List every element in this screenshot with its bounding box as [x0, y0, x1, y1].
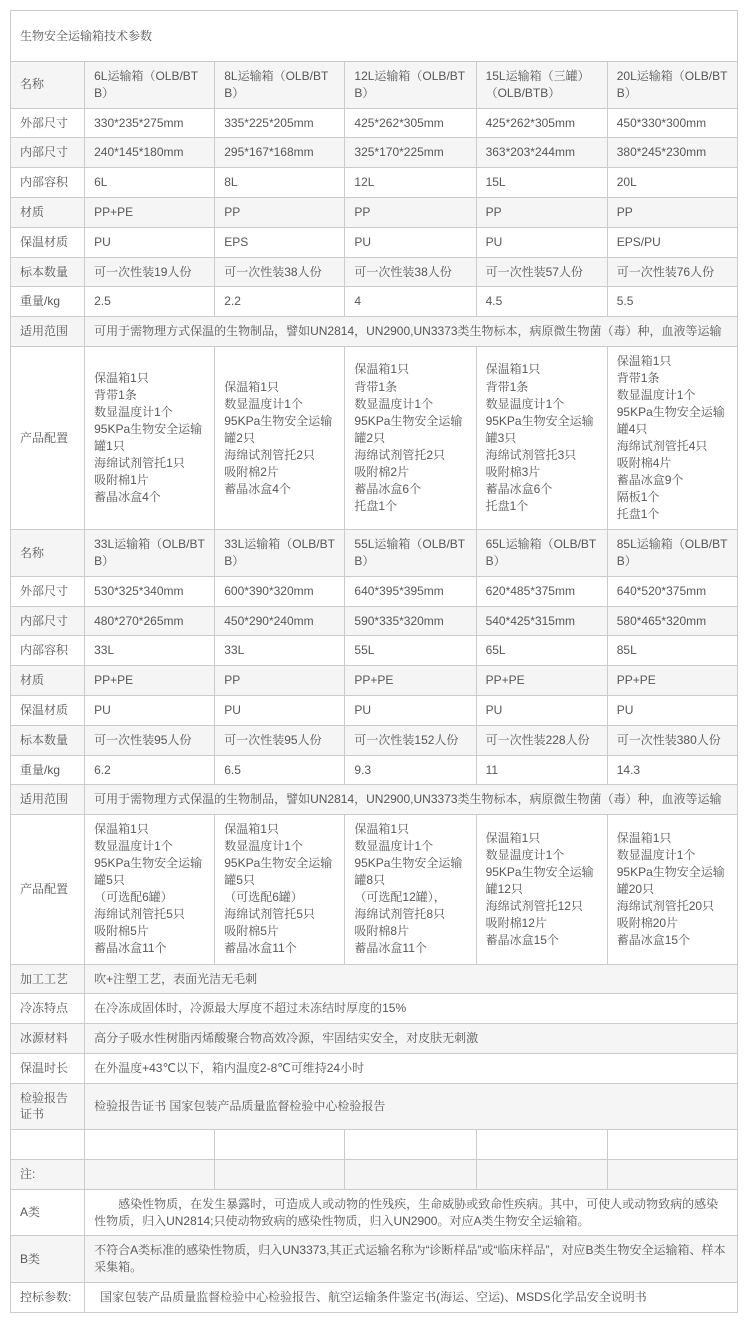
value-cell: 15L运输箱（三罐）（OLB/BTB） [476, 62, 607, 109]
value-cell [476, 1130, 607, 1160]
config-line: 保温箱1只 [354, 822, 410, 837]
table-row [11, 530, 738, 577]
row-label: B类 [11, 1236, 85, 1283]
value-cell [345, 1160, 476, 1190]
value-cell [215, 346, 345, 529]
table-row [11, 725, 738, 755]
row-value: 高分子吸水性树脂丙烯酸聚合物高效冷源，牢固结实安全，对皮肤无刺激 [85, 1024, 738, 1054]
table-row [11, 138, 738, 168]
value-cell: PP [215, 666, 345, 696]
value-cell: 580*465*320mm [607, 606, 737, 636]
config-line: 海绵试剂管托1只 [94, 456, 185, 471]
row-label: 内部容积 [11, 636, 85, 666]
row-label: 保温材质 [11, 227, 85, 257]
value-cell [85, 815, 215, 964]
row-label: 名称 [11, 530, 85, 577]
value-cell: 33L [215, 636, 345, 666]
table-row [11, 1083, 738, 1130]
value-cell: 8L运输箱（OLB/BTB） [215, 62, 345, 109]
value-cell: 20L运输箱（OLB/BTB） [607, 62, 737, 109]
config-line: 背带1条 [485, 379, 529, 394]
config-line: 保温箱1只 [94, 822, 149, 837]
value-cell: 450*330*300mm [607, 108, 737, 138]
value-cell: 14.3 [607, 755, 737, 785]
value-cell [215, 1160, 345, 1190]
value-cell: 可一次性装152人份 [345, 725, 476, 755]
value-cell: 335*225*205mm [215, 108, 345, 138]
value-cell: 4 [345, 287, 476, 317]
config-line: 吸附棉20片 [616, 915, 679, 930]
value-cell: PP [476, 197, 607, 227]
value-cell: 可一次性装19人份 [85, 257, 215, 287]
config-line: 海绵试剂管托12只 [485, 898, 583, 913]
value-cell: 590*335*320mm [345, 606, 476, 636]
value-cell: 可一次性装380人份 [607, 725, 737, 755]
value-cell: 6.5 [215, 755, 345, 785]
value-cell: 65L运输箱（OLB/BTB） [476, 530, 607, 577]
table-row [11, 1283, 738, 1313]
value-cell: 363*203*244mm [476, 138, 607, 168]
value-cell [476, 815, 607, 964]
config-line: 托盘1个 [485, 498, 529, 513]
value-cell: 可一次性装95人份 [85, 725, 215, 755]
table-row [11, 606, 738, 636]
table-row [11, 964, 738, 994]
table-row [11, 994, 738, 1024]
config-line: 保温箱1只 [616, 830, 672, 845]
value-cell: 33L [85, 636, 215, 666]
value-cell [607, 1160, 737, 1190]
value-cell: PP+PE [345, 666, 476, 696]
row-label: 加工工艺 [11, 964, 85, 994]
row-label: 重量/kg [11, 755, 85, 785]
config-line: （可选配12罐）， [354, 890, 446, 905]
value-cell: 12L [345, 168, 476, 198]
row-value: 可用于需物理方式保温的生物制品，譬如UN2814，UN2900,UN3373类生物标本，病原微生物菌（毒）种，血液等运输 [85, 785, 738, 815]
value-cell [476, 346, 607, 529]
value-cell: PU [215, 696, 345, 726]
row-label: 外部尺寸 [11, 576, 85, 606]
table-row [11, 815, 738, 964]
config-line: 蓄晶冰盒4个 [224, 481, 291, 496]
value-cell: PU [85, 696, 215, 726]
row-label: 适用范围 [11, 317, 85, 347]
config-line: 数显温度计1个 [354, 396, 434, 411]
config-line: 95KPa生物安全运输罐3只 [485, 413, 594, 445]
table-row [11, 317, 738, 347]
table-row [11, 785, 738, 815]
value-cell: 2.5 [85, 287, 215, 317]
value-cell: 55L运输箱（OLB/BTB） [345, 530, 476, 577]
config-line: 数显温度计1个 [616, 388, 696, 403]
config-line: 数显温度计1个 [94, 405, 173, 420]
row-label: 适用范围 [11, 785, 85, 815]
config-line: 吸附棉2片 [354, 464, 410, 479]
value-cell: 可一次性装57人份 [476, 257, 607, 287]
config-line: 蓄晶冰盒15个 [485, 932, 559, 947]
config-line: 保温箱1只 [94, 371, 149, 385]
config-line: 吸附棉5片 [224, 924, 279, 939]
value-cell: 6L运输箱（OLB/BTB） [85, 62, 215, 109]
config-line: 背带1条 [616, 371, 660, 385]
value-cell: 65L [476, 636, 607, 666]
value-cell [85, 1130, 215, 1160]
config-line: 海绵试剂管托2只 [354, 447, 446, 462]
row-label: 冷冻特点 [11, 994, 85, 1024]
config-line: 保温箱1只 [354, 362, 410, 377]
row-label: 外部尺寸 [11, 108, 85, 138]
config-line: 95KPa生物安全运输罐4只 [616, 405, 725, 437]
value-cell [215, 815, 345, 964]
row-value: 国家包装产品质量监督检验中心检验报告、航空运输条件鉴定书(海运、空运)、MSDS化学品安全说明书 [85, 1283, 738, 1313]
value-cell: 可一次性装38人份 [345, 257, 476, 287]
value-cell: PU [476, 227, 607, 257]
config-line: 95KPa生物安全运输罐20只 [616, 864, 725, 896]
config-line: 95KPa生物安全运输罐2只 [354, 413, 463, 445]
config-line: 吸附棉2片 [224, 464, 279, 479]
value-cell: 640*395*395mm [345, 576, 476, 606]
value-cell: 15L [476, 168, 607, 198]
config-line: 海绵试剂管托8只 [354, 907, 446, 922]
value-cell: PP [215, 197, 345, 227]
config-line: 95KPa生物安全运输罐2只 [224, 413, 333, 445]
row-value: 检验报告证书 国家包装产品质量监督检验中心检验报告 [85, 1083, 738, 1130]
row-label: 产品配置 [11, 346, 85, 529]
config-line: 数显温度计1个 [616, 847, 696, 862]
value-cell: 480*270*265mm [85, 606, 215, 636]
value-cell: 425*262*305mm [345, 108, 476, 138]
value-cell: PU [607, 696, 737, 726]
value-cell: 4.5 [476, 287, 607, 317]
config-line: 数显温度计1个 [224, 839, 303, 854]
value-cell [607, 1130, 737, 1160]
row-label: 内部尺寸 [11, 606, 85, 636]
value-cell: 2.2 [215, 287, 345, 317]
value-cell: 可一次性装38人份 [215, 257, 345, 287]
table-row [11, 108, 738, 138]
table-row [11, 1236, 738, 1283]
row-value: 感染性物质，在发生暴露时，可造成人或动物的性残疾，生命威胁或致命性疾病。其中，可使人或动物致病的感染性物质，归入UN2814;只使动物致病的感染性物质，归入UN2900。对应A类生物安全运输箱。 [85, 1189, 738, 1236]
config-line: 蓄晶冰盒9个 [616, 473, 684, 488]
row-label: A类 [11, 1189, 85, 1236]
value-cell: 240*145*180mm [85, 138, 215, 168]
row-label [11, 1130, 85, 1160]
value-cell: 可一次性装228人份 [476, 725, 607, 755]
config-line: （可选配6罐） [94, 890, 173, 905]
row-label: 控标参数: [11, 1283, 85, 1313]
value-cell: 330*235*275mm [85, 108, 215, 138]
config-line: 隔板1个 [616, 490, 660, 505]
config-line: （可选配6罐） [224, 890, 303, 905]
config-line: 数显温度计1个 [485, 396, 565, 411]
value-cell [345, 1130, 476, 1160]
table-row [11, 168, 738, 198]
config-line: 蓄晶冰盒6个 [485, 481, 553, 496]
row-value: 可用于需物理方式保温的生物制品，譬如UN2814，UN2900,UN3373类生物标本，病原微生物菌（毒）种，血液等运输 [85, 317, 738, 347]
row-label: 检验报告证书 [11, 1083, 85, 1130]
config-line: 背带1条 [354, 379, 398, 394]
value-cell [607, 346, 737, 529]
page-title: 生物安全运输箱技术参数 [11, 11, 738, 62]
config-line: 海绵试剂管托4只 [616, 439, 708, 454]
value-cell: PU [345, 227, 476, 257]
value-cell: 295*167*168mm [215, 138, 345, 168]
value-cell [345, 346, 476, 529]
config-line: 海绵试剂管托5只 [224, 907, 315, 922]
table-row [11, 346, 738, 529]
table-row [11, 576, 738, 606]
row-label: 保温材质 [11, 696, 85, 726]
config-line: 吸附棉5片 [94, 924, 149, 939]
row-value: 在冷冻成固体时，冷源最大厚度不超过未冻结时厚度的15% [85, 994, 738, 1024]
table-row [11, 696, 738, 726]
value-cell [85, 346, 215, 529]
config-line: 数显温度计1个 [354, 839, 434, 854]
table-row [11, 62, 738, 109]
table-row [11, 287, 738, 317]
table-row [11, 1024, 738, 1054]
row-value: 吹+注塑工艺，表面光洁无毛刺 [85, 964, 738, 994]
value-cell: 530*325*340mm [85, 576, 215, 606]
value-cell: 425*262*305mm [476, 108, 607, 138]
table-row [11, 666, 738, 696]
value-cell: 640*520*375mm [607, 576, 737, 606]
value-cell: 85L运输箱（OLB/BTB） [607, 530, 737, 577]
row-label: 材质 [11, 666, 85, 696]
config-line: 数显温度计1个 [485, 847, 565, 862]
value-cell: PP+PE [85, 197, 215, 227]
row-label: 保温时长 [11, 1053, 85, 1083]
value-cell: PP+PE [476, 666, 607, 696]
value-cell: 8L [215, 168, 345, 198]
config-line: 蓄晶冰盒11个 [354, 941, 427, 956]
config-line: 保温箱1只 [485, 830, 541, 845]
config-line: 蓄晶冰盒4个 [94, 490, 161, 505]
value-cell: 12L运输箱（OLB/BTB） [345, 62, 476, 109]
value-cell: 33L运输箱（OLB/BTB） [85, 530, 215, 577]
config-line: 海绵试剂管托3只 [485, 447, 577, 462]
table-row [11, 11, 738, 62]
row-label: 标本数量 [11, 725, 85, 755]
value-cell: 85L [607, 636, 737, 666]
row-label: 冰源材料 [11, 1024, 85, 1054]
config-line: 95KPa生物安全运输罐12只 [485, 864, 594, 896]
value-cell [215, 1130, 345, 1160]
config-line: 吸附棉1片 [94, 473, 149, 488]
config-line: 数显温度计1个 [94, 839, 173, 854]
value-cell: PU [345, 696, 476, 726]
row-label: 标本数量 [11, 257, 85, 287]
value-cell: 20L [607, 168, 737, 198]
value-cell: 5.5 [607, 287, 737, 317]
config-line: 蓄晶冰盒11个 [94, 941, 167, 956]
table-row [11, 197, 738, 227]
value-cell: 325*170*225mm [345, 138, 476, 168]
value-cell: 6L [85, 168, 215, 198]
row-value: 在外温度+43℃以下，箱内温度2-8℃可维持24小时 [85, 1053, 738, 1083]
table-row [11, 1160, 738, 1190]
table-row [11, 636, 738, 666]
value-cell: 11 [476, 755, 607, 785]
row-label: 重量/kg [11, 287, 85, 317]
table-row [11, 755, 738, 785]
config-line: 蓄晶冰盒15个 [616, 932, 691, 947]
value-cell: EPS/PU [607, 227, 737, 257]
config-line: 保温箱1只 [485, 362, 541, 377]
table-row [11, 1130, 738, 1160]
value-cell: 33L运输箱（OLB/BTB） [215, 530, 345, 577]
value-cell: 540*425*315mm [476, 606, 607, 636]
row-label: 名称 [11, 62, 85, 109]
value-cell [476, 1160, 607, 1190]
config-line: 保温箱1只 [224, 379, 279, 394]
spec-table-body [11, 11, 738, 1313]
config-line: 海绵试剂管托5只 [94, 907, 185, 922]
value-cell: 6.2 [85, 755, 215, 785]
config-line: 95KPa生物安全运输罐8只 [354, 856, 463, 888]
value-cell: 可一次性装95人份 [215, 725, 345, 755]
config-line: 95KPa生物安全运输罐5只 [224, 856, 333, 888]
row-label: 内部尺寸 [11, 138, 85, 168]
value-cell: 450*290*240mm [215, 606, 345, 636]
config-line: 蓄晶冰盒6个 [354, 481, 422, 496]
value-cell: 380*245*230mm [607, 138, 737, 168]
table-row [11, 227, 738, 257]
value-cell: 55L [345, 636, 476, 666]
value-cell: 9.3 [345, 755, 476, 785]
row-label: 材质 [11, 197, 85, 227]
row-label: 注: [11, 1160, 85, 1190]
config-line: 海绵试剂管托2只 [224, 447, 315, 462]
table-row [11, 1053, 738, 1083]
value-cell: PP+PE [607, 666, 737, 696]
value-cell [85, 1160, 215, 1190]
value-cell: PU [476, 696, 607, 726]
config-line: 保温箱1只 [616, 353, 672, 368]
table-row [11, 257, 738, 287]
config-line: 背带1条 [94, 388, 137, 403]
value-cell: 620*485*375mm [476, 576, 607, 606]
row-label: 产品配置 [11, 815, 85, 964]
value-cell: PP [345, 197, 476, 227]
value-cell: 600*390*320mm [215, 576, 345, 606]
config-line: 数显温度计1个 [224, 396, 303, 411]
config-line: 吸附棉4片 [616, 456, 672, 471]
config-line: 吸附棉8片 [354, 924, 410, 939]
row-value: 不符合A类标准的感染性物质，归入UN3373,其正式运输名称为“诊断样品”或“临床样品”，对应B类生物安全运输箱、样本采集箱。 [85, 1236, 738, 1283]
config-line: 托盘1个 [616, 507, 660, 522]
value-cell: PU [85, 227, 215, 257]
config-line: 95KPa生物安全运输罐5只 [94, 856, 203, 888]
row-label: 内部容积 [11, 168, 85, 198]
table-row [11, 1189, 738, 1236]
config-line: 蓄晶冰盒11个 [224, 941, 297, 956]
value-cell [345, 815, 476, 964]
value-cell [607, 815, 737, 964]
config-line: 保温箱1只 [224, 822, 279, 837]
value-cell: PP+PE [85, 666, 215, 696]
config-line: 海绵试剂管托20只 [616, 898, 715, 913]
value-cell: EPS [215, 227, 345, 257]
config-line: 吸附棉3片 [485, 464, 541, 479]
value-cell: PP [607, 197, 737, 227]
spec-table [10, 10, 738, 1313]
config-line: 托盘1个 [354, 498, 398, 513]
config-line: 吸附棉12片 [485, 915, 547, 930]
config-line: 95KPa生物安全运输罐1只 [94, 422, 203, 454]
value-cell: 可一次性装76人份 [607, 257, 737, 287]
